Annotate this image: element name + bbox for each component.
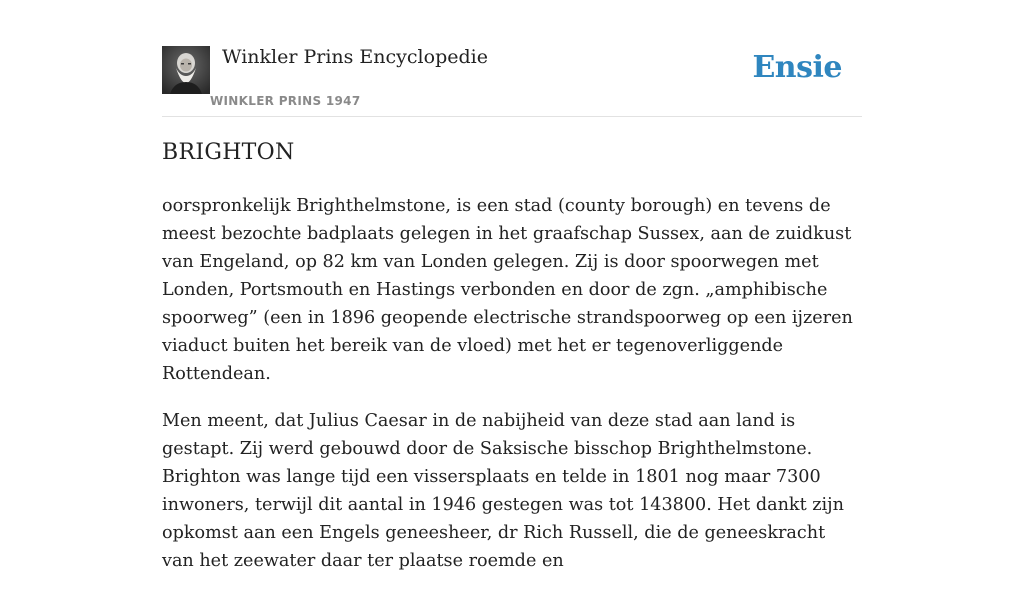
- article-title: BRIGHTON: [162, 140, 295, 165]
- bearded-man-portrait-icon: [162, 46, 210, 94]
- source-header: [162, 40, 862, 117]
- avatar[interactable]: [162, 46, 210, 94]
- source-title[interactable]: Winkler Prins Encyclopedie: [222, 46, 488, 68]
- article-paragraph: oorspronkelijk Brighthelmstone, is een stad (county borough) en tevens de meest bezochte badplaats gelegen in het graafschap Sussex, aan de zuidkust van Engeland, op 82 km van Londen gelegen. Zij is door spoorwegen met Londen, Portsmouth en Hastings verbonden en door de zgn. „amphibische spoorweg” (een in 1896 geopende electrische strandspoorweg op een ijzeren viaduct buiten het bereik van de vloed) met het er tegenoverliggende Rottendean.: [162, 196, 853, 384]
- source-subtitle[interactable]: WINKLER PRINS 1947: [210, 94, 361, 108]
- article-paragraph: Men meent, dat Julius Caesar in de nabijheid van deze stad aan land is gestapt. Zij werd gebouwd door de Saksische bisschop Brighthelmstone. Brighton was lange tijd een vissersplaats en telde in 1801 nog maar 7300 inwoners, terwijl dit aantal in 1946 gestegen was tot 143800. Het dankt zijn opkomst aan een Engels geneesheer, dr Rich Russell, die de geneeskracht van het zeewater daar ter plaatse roemde en: [162, 411, 844, 571]
- article-body: [162, 192, 862, 594]
- brand-logo[interactable]: Ensie: [752, 50, 842, 85]
